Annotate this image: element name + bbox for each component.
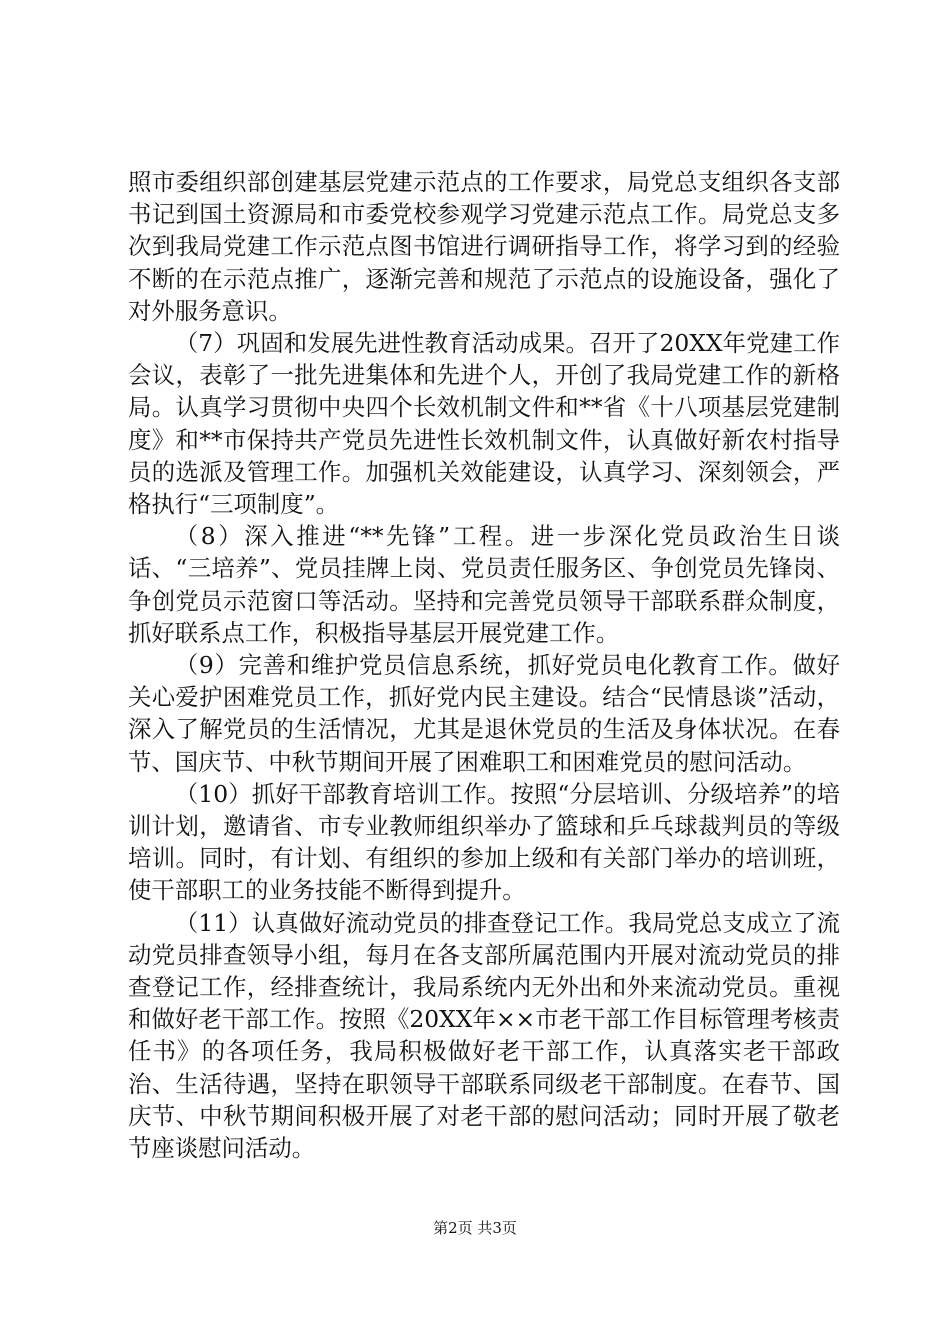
paragraph-item-8: （8）深入推进“**先锋”工程。进一步深化党员政治生日谈话、“三培养”、党员挂牌上岗、党员责任服务区、争创党员先锋岗、争创党员示范窗口等活动。坚持和完善党员领导干部联系群众制度，抓好联系点工作，积极指导基层开展党建工作。 — [128, 522, 840, 647]
body-text — [128, 166, 840, 1164]
page-footer: 第2页 共3页 — [433, 1219, 517, 1237]
paragraph-item-7: （7）巩固和发展先进性教育活动成果。召开了20XX年党建工作会议，表彰了一批先进集体和先进个人，开创了我局党建工作的新格局。认真学习贯彻中央四个长效机制文件和**省《十八项基层党建制度》和**市保持共产党员先进性长效机制文件，认真做好新农村指导员的选派及管理工作。加强机关效能建设，认真学习、深刻领会，严格执行“三项制度”。 — [128, 329, 840, 519]
paragraph-continuation: 照市委组织部创建基层党建示范点的工作要求，局党总支组织各支部书记到国土资源局和市委党校参观学习党建示范点工作。局党总支多次到我局党建工作示范点图书馆进行调研指导工作，将学习到的经验不断的在示范点推广，逐渐完善和规范了示范点的设施设备，强化了对外服务意识。 — [128, 168, 840, 325]
paragraph-item-9: （9）完善和维护党员信息系统，抓好党员电化教育工作。做好关心爱护困难党员工作，抓好党内民主建设。结合“民情恳谈”活动，深入了解党员的生活情况，尤其是退休党员的生活及身体状况。在春节、国庆节、中秋节期间开展了困难职工和困难党员的慰问活动。 — [128, 651, 840, 776]
paragraph-item-11: （11）认真做好流动党员的排查登记工作。我局党总支成立了流动党员排查领导小组，每月在各支部所属范围内开展对流动党员的排查登记工作，经排查统计，我局系统内无外出和外来流动党员。重视和做好老干部工作。按照《20XX年××市老干部工作目标管理考核责任书》的各项任务，我局积极做好老干部工作，认真落实老干部政治、生活待遇，坚持在职领导干部联系同级老干部制度。在春节、国庆节、中秋节期间积极开展了对老干部的慰问活动；同时开展了敬老节座谈慰问活动。 — [128, 908, 840, 1163]
paragraph-item-10: （10）抓好干部教育培训工作。按照“分层培训、分级培养”的培训计划，邀请省、市专业教师组织举办了篮球和乒乓球裁判员的等级培训。同时，有计划、有组织的参加上级和有关部门举办的培训班，使干部职工的业务技能不断得到提升。 — [128, 779, 840, 905]
